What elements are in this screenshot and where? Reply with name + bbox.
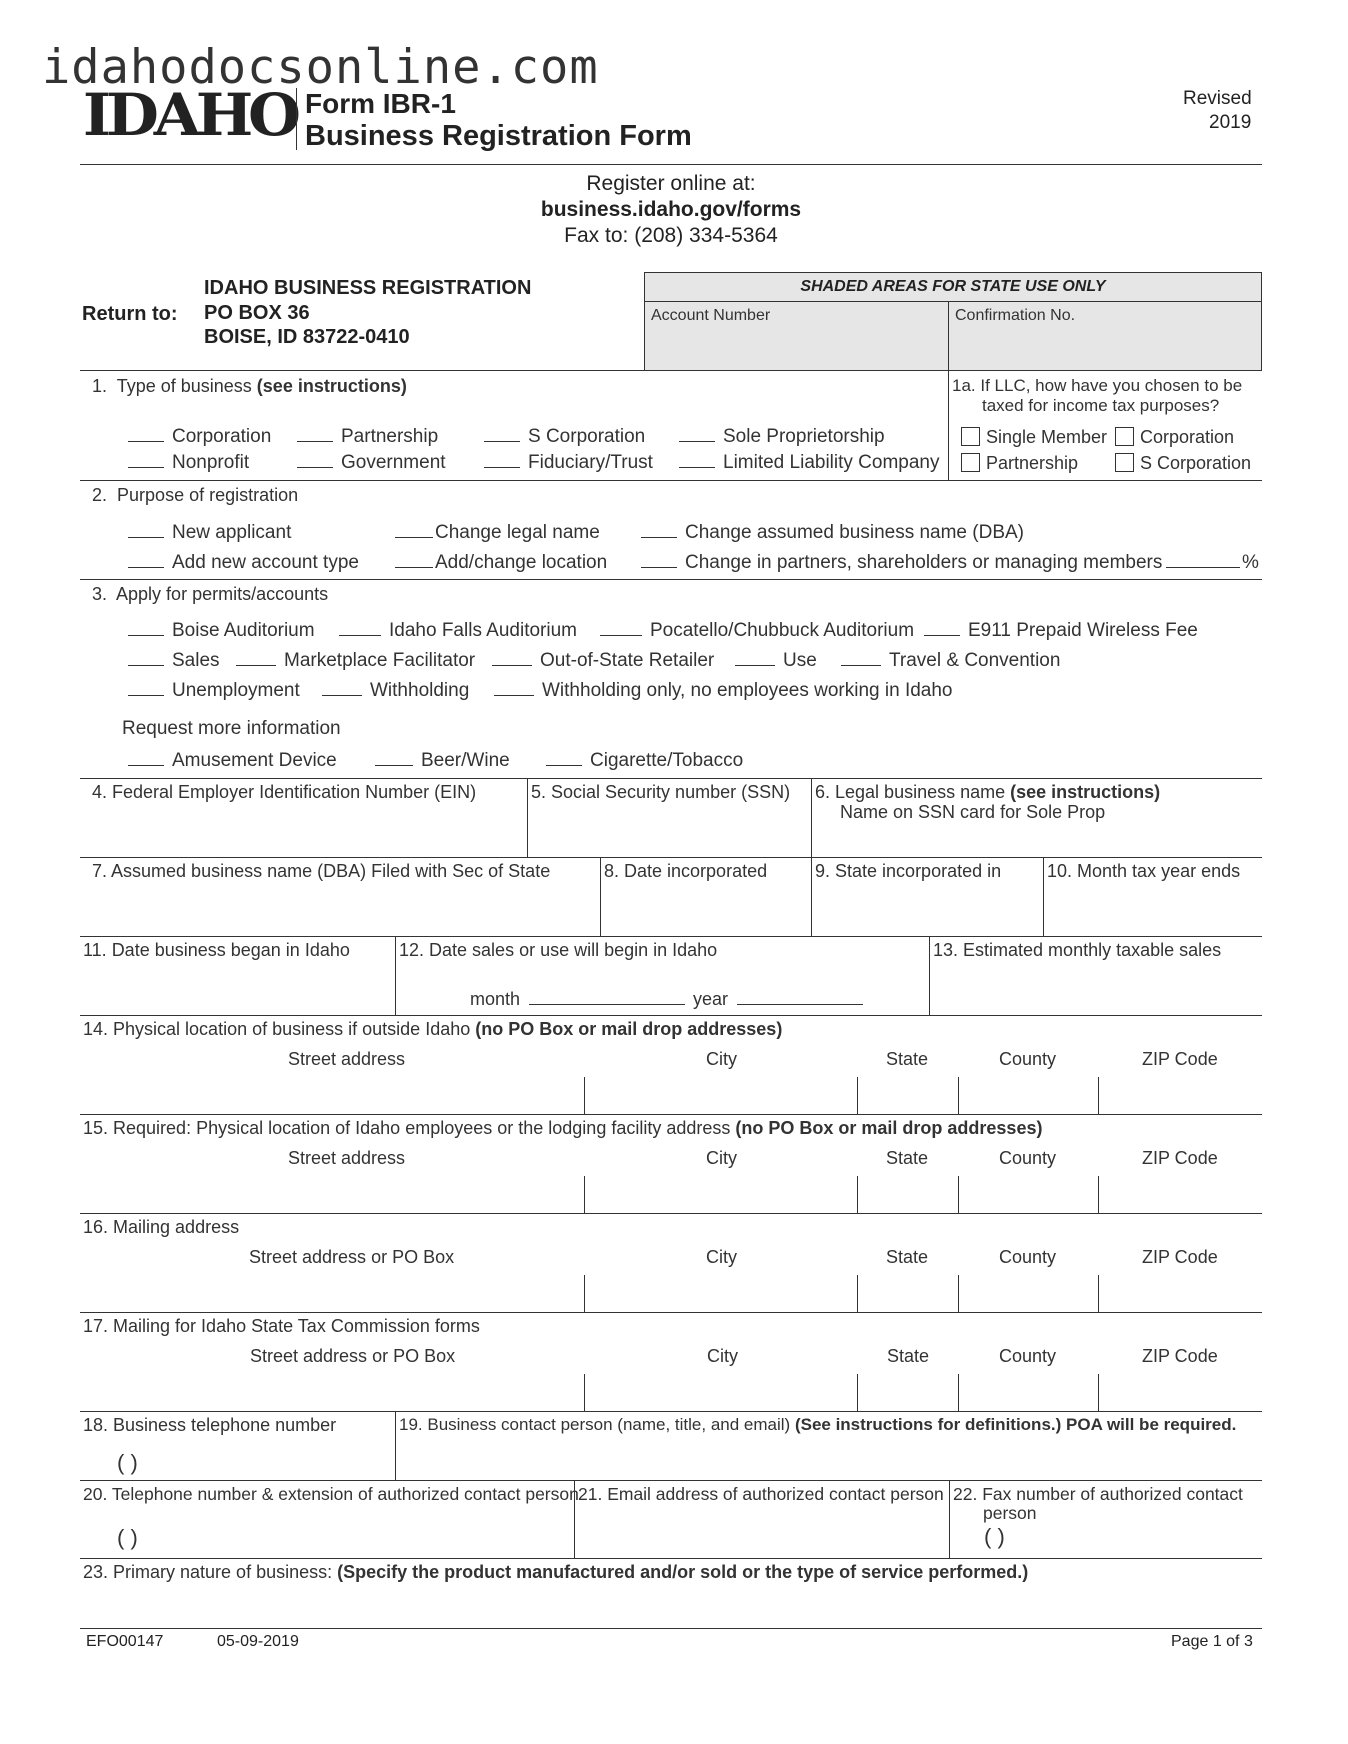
q17-zip-header: ZIP Code xyxy=(1142,1346,1218,1366)
option-idaho-falls-auditorium[interactable]: Idaho Falls Auditorium xyxy=(339,620,577,640)
register-online: Register online at: xyxy=(586,172,756,195)
q13-estimated-sales-label: 13. Estimated monthly taxable sales xyxy=(933,940,1222,960)
q10-month-tax-year-label: 10. Month tax year ends xyxy=(1047,861,1241,881)
q16-county-input[interactable] xyxy=(961,1276,1096,1310)
q14-zip-input[interactable] xyxy=(1101,1078,1260,1112)
q19-contact-input[interactable] xyxy=(398,1440,1260,1478)
date-began-input[interactable] xyxy=(82,963,393,1013)
ssn-input[interactable] xyxy=(530,805,809,855)
legal-name-input[interactable] xyxy=(814,825,1260,855)
q11-date-began-label: 11. Date business began in Idaho xyxy=(83,940,350,960)
q17-street-input[interactable] xyxy=(82,1375,582,1409)
option-out-of-state-retailer[interactable]: Out-of-State Retailer xyxy=(492,650,714,670)
q15-county-input[interactable] xyxy=(961,1177,1096,1211)
state-use-header: SHADED AREAS FOR STATE USE ONLY xyxy=(800,278,1106,295)
q16-street-header: Street address or PO Box xyxy=(249,1247,455,1267)
q18-phone-input[interactable]: ( ) xyxy=(117,1450,138,1475)
option-corporation[interactable]: Corporation xyxy=(128,426,271,446)
state-incorporated-input[interactable] xyxy=(814,884,1041,934)
q16-zip-input[interactable] xyxy=(1101,1276,1260,1310)
q14-zip-header: ZIP Code xyxy=(1142,1049,1218,1069)
q17-street-header: Street address or PO Box xyxy=(250,1346,456,1366)
confirmation-label: Confirmation No. xyxy=(955,307,1076,324)
q14-county-input[interactable] xyxy=(961,1078,1096,1112)
option-travel-convention[interactable]: Travel & Convention xyxy=(841,650,1060,670)
option-unemployment[interactable]: Unemployment xyxy=(128,680,300,700)
q12-year-field[interactable]: year xyxy=(693,989,871,1008)
q14-city-input[interactable] xyxy=(587,1078,855,1112)
q14-state-input[interactable] xyxy=(860,1078,956,1112)
option-partnership[interactable]: Partnership xyxy=(297,426,438,446)
q21-email-input[interactable] xyxy=(577,1510,947,1556)
date-incorporated-input[interactable] xyxy=(603,884,809,934)
q15-zip-header: ZIP Code xyxy=(1142,1148,1218,1168)
fax-number: Fax to: (208) 334-5364 xyxy=(564,224,778,247)
q12-month-field[interactable]: month xyxy=(470,989,693,1008)
q8-date-incorporated-label: 8. Date incorporated xyxy=(604,861,768,881)
q15-zip-input[interactable] xyxy=(1101,1177,1260,1211)
q2-label: 2. Purpose of registration xyxy=(92,485,299,505)
q17-county-header: County xyxy=(999,1346,1057,1366)
header-rule xyxy=(80,164,1262,165)
q16-street-input[interactable] xyxy=(82,1276,582,1310)
option-use[interactable]: Use xyxy=(735,650,817,670)
request-more-info-label: Request more information xyxy=(122,718,341,739)
q15-city-header: City xyxy=(706,1148,737,1168)
q23-nature-input[interactable] xyxy=(82,1588,1260,1622)
logo-divider xyxy=(296,88,297,150)
q19-label: 19. Business contact person (name, title, and email) (See instructions for definitions.) POA will be required. xyxy=(399,1415,1237,1434)
q17-label: 17. Mailing for Idaho State Tax Commission forms xyxy=(83,1316,480,1336)
option-pocatello-auditorium[interactable]: Pocatello/Chubbuck Auditorium xyxy=(600,620,914,640)
q5-ssn-label: 5. Social Security number (SSN) xyxy=(531,782,791,802)
option-amusement-device[interactable]: Amusement Device xyxy=(128,750,337,770)
form-title: Business Registration Form xyxy=(305,120,692,152)
option-nonprofit[interactable]: Nonprofit xyxy=(128,452,249,472)
q14-state-header: State xyxy=(886,1049,929,1069)
dba-input[interactable] xyxy=(82,884,598,934)
footer-page-number: Page 1 of 3 xyxy=(1171,1633,1253,1650)
q16-zip-header: ZIP Code xyxy=(1142,1247,1218,1267)
footer-rule xyxy=(80,1628,1262,1629)
q17-county-input[interactable] xyxy=(961,1375,1096,1409)
q15-state-input[interactable] xyxy=(860,1177,956,1211)
q23-label: 23. Primary nature of business: (Specify the product manufactured and/or sold or the type of service performed.) xyxy=(83,1562,1029,1582)
q4-ein-label: 4. Federal Employer Identification Number (EIN) xyxy=(92,782,477,802)
watermark: idahodocsonline.com xyxy=(42,40,599,95)
return-to-label: Return to: xyxy=(82,303,178,325)
revised-label: Revised xyxy=(1183,88,1252,109)
q1a-label-2: taxed for income tax purposes? xyxy=(982,396,1220,415)
q16-city-header: City xyxy=(706,1247,737,1267)
q9-state-incorporated-label: 9. State incorporated in xyxy=(815,861,1002,881)
q20-phone-input[interactable]: ( ) xyxy=(117,1525,138,1550)
q17-state-header: State xyxy=(887,1346,930,1366)
option-cigarette-tobacco[interactable]: Cigarette/Tobacco xyxy=(546,750,743,770)
checkbox-single-member[interactable]: Single Member xyxy=(961,427,1107,446)
q14-street-header: Street address xyxy=(288,1049,406,1069)
q22-fax-input[interactable]: ( ) xyxy=(984,1524,1005,1549)
q17-state-input[interactable] xyxy=(860,1375,956,1409)
q16-city-input[interactable] xyxy=(587,1276,855,1310)
q15-city-input[interactable] xyxy=(587,1177,855,1211)
option-s-corporation[interactable]: S Corporation xyxy=(484,426,645,446)
q6-sole-prop-label: Name on SSN card for Sole Prop xyxy=(840,802,1106,822)
q14-county-header: County xyxy=(999,1049,1057,1069)
option-add-account-type[interactable]: Add new account type xyxy=(128,552,359,572)
option-withholding-only[interactable]: Withholding only, no employees working in Idaho xyxy=(494,680,953,700)
q14-street-input[interactable] xyxy=(82,1078,582,1112)
option-beer-wine[interactable]: Beer/Wine xyxy=(375,750,510,770)
q22-label-2: person xyxy=(983,1503,1037,1523)
option-marketplace-facilitator[interactable]: Marketplace Facilitator xyxy=(236,650,475,670)
q15-street-input[interactable] xyxy=(82,1177,582,1211)
form-id: Form IBR-1 xyxy=(305,88,456,119)
checkbox-corporation[interactable]: Corporation xyxy=(1115,427,1234,446)
q22-label-1: 22. Fax number of authorized contact xyxy=(953,1484,1243,1504)
q16-label: 16. Mailing address xyxy=(83,1217,240,1237)
q16-state-header: State xyxy=(886,1247,929,1267)
partner-percent-field[interactable]: % xyxy=(1166,552,1259,572)
q20-label: 20. Telephone number & extension of authorized contact person xyxy=(83,1484,579,1504)
option-sole-proprietorship[interactable]: Sole Proprietorship xyxy=(679,426,885,446)
q14-label: 14. Physical location of business if outside Idaho (no PO Box or mail drop addresses) xyxy=(83,1019,783,1039)
option-new-applicant[interactable]: New applicant xyxy=(128,522,291,542)
section-rule-top xyxy=(80,370,1262,371)
q17-city-header: City xyxy=(707,1346,738,1366)
q15-label: 15. Required: Physical location of Idaho employees or the lodging facility address (no PO Box or mail drop addresses) xyxy=(83,1118,1043,1138)
option-add-change-location[interactable]: Add/change location xyxy=(395,552,607,572)
option-change-legal-name[interactable]: Change legal name xyxy=(395,522,600,542)
q16-state-input[interactable] xyxy=(860,1276,956,1310)
revised-year: 2019 xyxy=(1209,112,1252,133)
option-boise-auditorium[interactable]: Boise Auditorium xyxy=(128,620,315,640)
option-government[interactable]: Government xyxy=(297,452,446,472)
q17-zip-input[interactable] xyxy=(1101,1375,1260,1409)
option-fiduciary-trust[interactable]: Fiduciary/Trust xyxy=(484,452,653,472)
q15-county-header: County xyxy=(999,1148,1057,1168)
q17-city-input[interactable] xyxy=(587,1375,855,1409)
q3-label: 3. Apply for permits/accounts xyxy=(92,584,329,604)
option-e911-fee[interactable]: E911 Prepaid Wireless Fee xyxy=(924,620,1198,640)
option-change-partners[interactable]: Change in partners, shareholders or managing members xyxy=(641,552,1162,572)
month-tax-year-input[interactable] xyxy=(1046,884,1260,934)
checkbox-s-corporation[interactable]: S Corporation xyxy=(1115,453,1251,472)
account-number-label: Account Number xyxy=(651,307,771,324)
q1-label: 1. Type of business (see instructions) xyxy=(92,376,407,396)
checkbox-partnership[interactable]: Partnership xyxy=(961,453,1078,472)
q6-legal-name-label: 6. Legal business name (see instructions) xyxy=(815,782,1161,802)
q14-city-header: City xyxy=(706,1049,737,1069)
return-address-2: PO BOX 36 xyxy=(204,302,310,324)
footer-form-code: EFO00147 xyxy=(86,1633,164,1650)
q12-sales-begin-label: 12. Date sales or use will begin in Idaho xyxy=(399,940,718,960)
estimated-sales-input[interactable] xyxy=(932,963,1260,1013)
q15-state-header: State xyxy=(886,1148,929,1168)
return-address-1: IDAHO BUSINESS REGISTRATION xyxy=(204,277,532,299)
q16-county-header: County xyxy=(999,1247,1057,1267)
return-address-3: BOISE, ID 83722-0410 xyxy=(204,326,410,348)
q7-dba-label: 7. Assumed business name (DBA) Filed with Sec of State xyxy=(92,861,551,881)
q1a-label-1: 1a. If LLC, how have you chosen to be xyxy=(952,376,1243,395)
idaho-logo: IDAHO xyxy=(82,81,296,149)
option-withholding[interactable]: Withholding xyxy=(322,680,469,700)
option-change-dba[interactable]: Change assumed business name (DBA) xyxy=(641,522,1024,542)
option-llc[interactable]: Limited Liability Company xyxy=(679,452,940,472)
footer-date: 05-09-2019 xyxy=(217,1633,299,1650)
q18-label: 18. Business telephone number xyxy=(83,1415,337,1435)
ein-input[interactable] xyxy=(82,805,525,855)
q15-street-header: Street address xyxy=(288,1148,406,1168)
option-sales[interactable]: Sales xyxy=(128,650,220,670)
q21-label: 21. Email address of authorized contact person xyxy=(578,1484,944,1504)
register-url: business.idaho.gov/forms xyxy=(540,198,802,221)
